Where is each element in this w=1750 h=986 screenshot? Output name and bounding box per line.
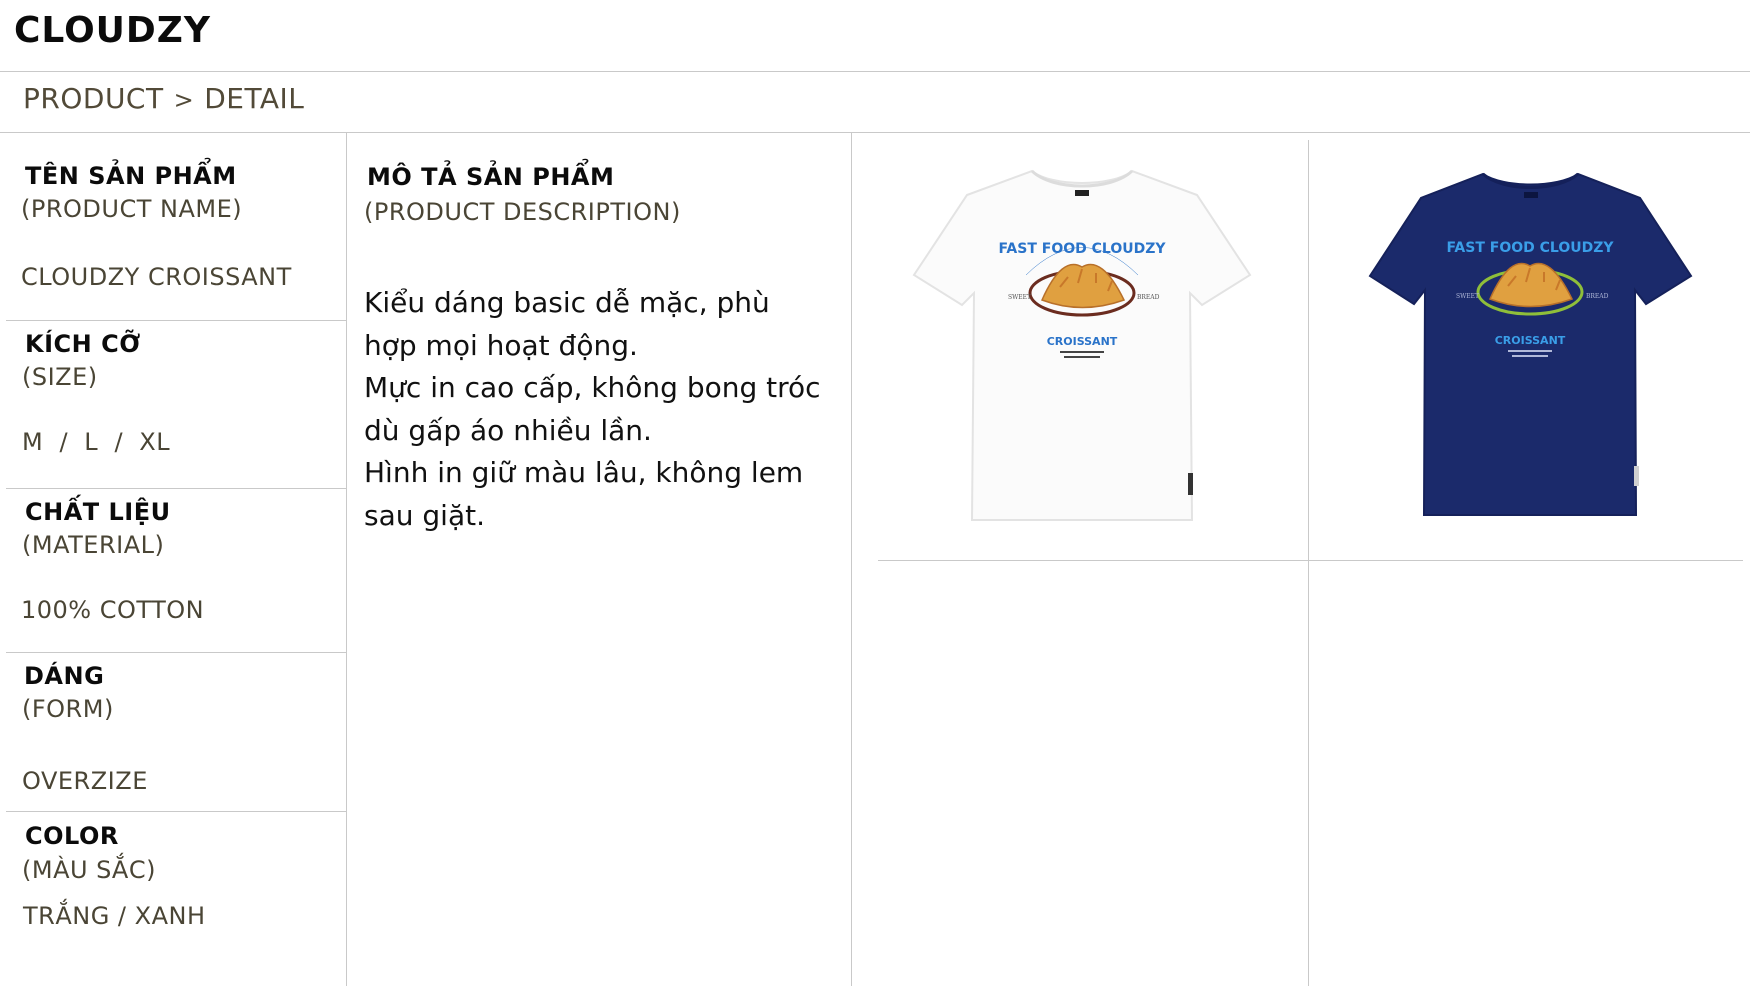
description-line: Hình in giữ màu lâu, không lem sau giặt.: [364, 456, 804, 532]
spec-column-divider: [346, 133, 347, 986]
product-name-label: TÊN SẢN PHẨM: [25, 162, 237, 190]
material-label: CHẤT LIỆU: [25, 498, 171, 526]
breadcrumb: [23, 82, 304, 115]
form-sublabel: (FORM): [22, 695, 114, 723]
breadcrumb-root[interactable]: PRODUCT: [23, 82, 164, 115]
size-value: M / L / XL: [22, 428, 171, 456]
color-sublabel: (MÀU SẮC): [22, 856, 156, 884]
description-line: Kiểu dáng basic dễ mặc, phù hợp mọi hoạt động.: [364, 286, 770, 362]
breadcrumb-divider: [0, 132, 1750, 133]
spec-divider: [6, 652, 346, 653]
gallery-empty-cell: [852, 561, 1308, 986]
product-name-sublabel: (PRODUCT NAME): [21, 195, 243, 223]
print-left-text: SWEET: [1456, 293, 1480, 300]
print-top-text: FAST FOOD CLOUDZY: [998, 241, 1166, 257]
product-name-value: CLOUDZY CROISSANT: [21, 263, 292, 291]
breadcrumb-separator: >: [173, 86, 195, 114]
navy-tshirt-image: [1368, 170, 1693, 520]
product-image-white-tee[interactable]: [912, 165, 1252, 525]
size-sublabel: (SIZE): [22, 363, 98, 391]
size-label: KÍCH CỠ: [25, 330, 141, 358]
spec-divider: [6, 488, 346, 489]
print-bottom-text: CROISSANT: [1494, 334, 1566, 347]
color-label: COLOR: [25, 822, 119, 850]
spec-divider: [6, 320, 346, 321]
material-sublabel: (MATERIAL): [22, 531, 165, 559]
print-left-text: SWEET: [1008, 294, 1032, 301]
spec-divider: [6, 811, 346, 812]
breadcrumb-current: DETAIL: [204, 82, 305, 115]
print-right-text: BREAD: [1137, 294, 1160, 301]
description-label: MÔ TẢ SẢN PHẨM: [367, 163, 615, 191]
color-value: TRẮNG / XANH: [23, 902, 206, 930]
description-text: [364, 282, 824, 537]
form-value: OVERZIZE: [22, 767, 148, 795]
material-value: 100% COTTON: [21, 596, 205, 624]
print-right-text: BREAD: [1586, 293, 1609, 300]
description-line: Mực in cao cấp, không bong tróc dù gấp áo nhiều lần.: [364, 371, 821, 447]
gallery-empty-cell: [1309, 561, 1750, 986]
brand-logo: CLOUDZY: [14, 10, 211, 51]
print-bottom-text: CROISSANT: [1046, 335, 1118, 348]
form-label: DÁNG: [24, 662, 105, 690]
print-top-text: FAST FOOD CLOUDZY: [1446, 240, 1614, 256]
white-tshirt-image: [912, 165, 1252, 525]
description-sublabel: (PRODUCT DESCRIPTION): [364, 198, 681, 226]
header-divider: [0, 71, 1750, 72]
product-image-navy-tee[interactable]: [1368, 170, 1693, 520]
